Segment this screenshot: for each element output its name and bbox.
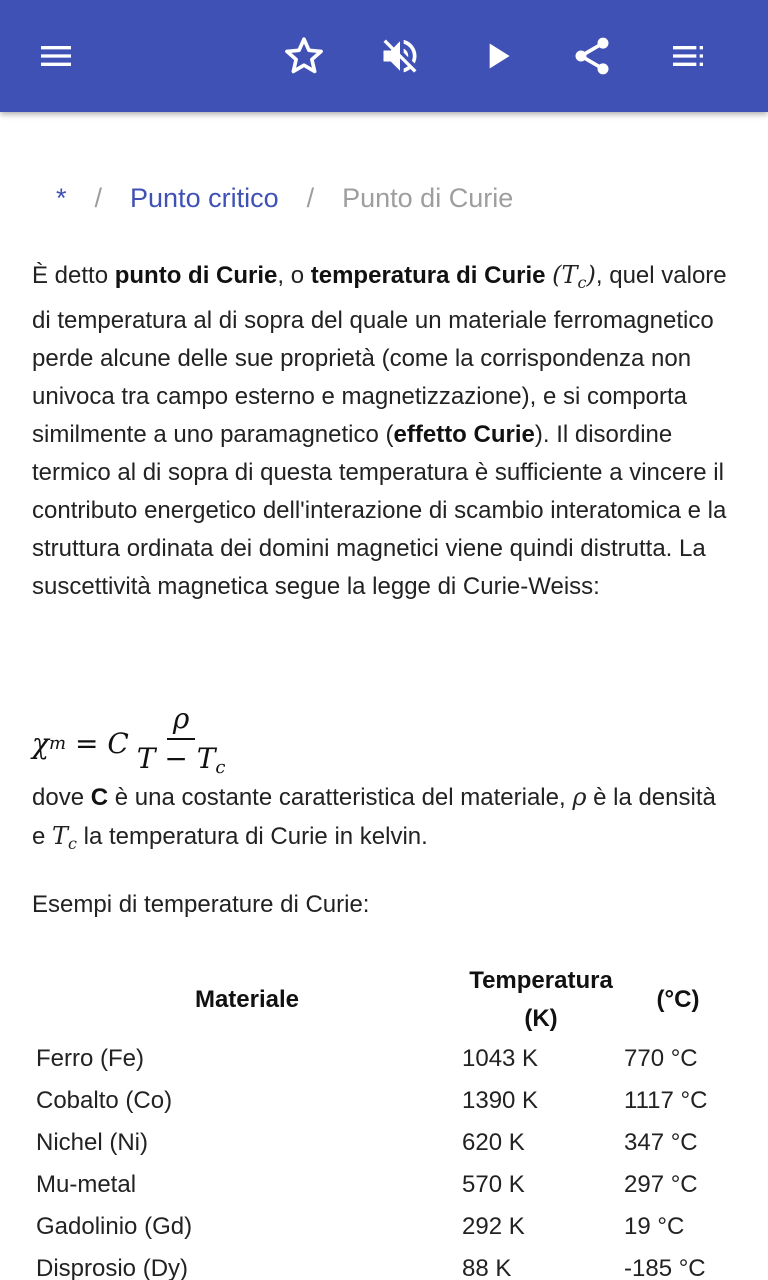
- toc-button[interactable]: [660, 28, 716, 84]
- list-icon: [668, 36, 708, 76]
- play-button[interactable]: [470, 28, 526, 84]
- formula-den-tc-subscript: c: [215, 756, 226, 778]
- cell-temperature-c: 297 °C: [624, 1171, 698, 1198]
- rho-symbol: ρ: [572, 783, 587, 811]
- explanation-text: è la densità e: [32, 784, 716, 850]
- table-row: [32, 1122, 732, 1164]
- table-row: [32, 1248, 732, 1280]
- intro-paragraph: [32, 256, 732, 606]
- tc-symbol-t: T: [561, 261, 578, 289]
- table-header: [32, 962, 732, 1038]
- formula-den-tc: T: [196, 741, 216, 775]
- table-row: [32, 1038, 732, 1080]
- explanation-text: dove: [32, 784, 91, 811]
- explanation-text: la temperatura di Curie in kelvin.: [77, 823, 428, 850]
- cell-temperature-k: 570 K: [462, 1171, 525, 1198]
- formula-equals: =: [66, 726, 108, 760]
- intro-text: , quel valore di temperatura al di sopra del quale un materiale ferromagnetico perde alcune delle sue proprietà (come la corrispondenza non univoca tra campo esterno e magnetizzazione), e si comporta similmente a uno paramagnetico (: [32, 262, 727, 448]
- table-row: [32, 1206, 732, 1248]
- term-effetto-curie: effetto Curie: [393, 421, 535, 448]
- article-content: [0, 112, 768, 1280]
- tc-symbol: $(T_c)$: [552, 261, 596, 292]
- cell-material: Mu-metal: [36, 1171, 137, 1198]
- formula-chi: χ: [32, 726, 49, 760]
- formula-den-t: T: [136, 741, 156, 775]
- star-outline-icon: [282, 34, 326, 78]
- cell-temperature-c: 19 °C: [624, 1213, 685, 1240]
- cell-material: Cobalto (Co): [36, 1087, 173, 1114]
- cell-material: Disprosio (Dy): [36, 1255, 189, 1280]
- cell-temperature-c: 1117 °C: [624, 1087, 708, 1114]
- explanation-text: è una costante caratteristica del materiale,: [108, 784, 573, 811]
- cell-temperature-k: 1043 K: [462, 1045, 539, 1072]
- formula-chi-subscript: m: [48, 732, 67, 754]
- mute-button[interactable]: [372, 28, 428, 84]
- breadcrumb-separator: /: [94, 183, 103, 213]
- formula-numerator: ρ: [167, 702, 195, 740]
- curie-temperature-table: [32, 962, 732, 1280]
- breadcrumb-root-link[interactable]: *: [56, 183, 67, 213]
- menu-icon: [36, 36, 76, 76]
- intro-text: , o: [277, 262, 311, 289]
- explanation-paragraph: [32, 778, 732, 863]
- cell-temperature-c: 770 °C: [624, 1045, 698, 1072]
- cell-temperature-k: 88 K: [462, 1255, 512, 1280]
- share-button[interactable]: [564, 28, 620, 84]
- curie-weiss-formula: [32, 701, 231, 782]
- breadcrumb-parent-link[interactable]: Punto critico: [130, 183, 279, 213]
- formula-fraction: [131, 702, 232, 785]
- term-temperatura-di-curie: temperatura di Curie: [310, 262, 546, 289]
- tc-symbol-t: T: [52, 822, 69, 850]
- cell-material: Nichel (Ni): [36, 1129, 149, 1156]
- cell-temperature-k: 1390 K: [462, 1087, 539, 1114]
- formula-minus: −: [155, 741, 197, 775]
- examples-intro: Esempi di temperature di Curie:: [32, 891, 370, 918]
- breadcrumb-separator: /: [306, 183, 315, 213]
- volume-off-icon: [378, 34, 422, 78]
- header-material: Materiale: [194, 986, 300, 1013]
- tc-symbol: [52, 822, 77, 853]
- header-temperature-k: [462, 962, 620, 1038]
- cell-temperature-k: 292 K: [462, 1213, 525, 1240]
- table-row: [32, 1164, 732, 1206]
- share-icon: [570, 34, 614, 78]
- term-punto-di-curie: punto di Curie: [114, 262, 278, 289]
- breadcrumb: [56, 178, 513, 218]
- cell-temperature-c: 347 °C: [624, 1129, 698, 1156]
- cell-material: Ferro (Fe): [36, 1045, 144, 1072]
- header-temperature-k-line2: (K): [524, 1005, 558, 1032]
- cell-temperature-k: 620 K: [462, 1129, 525, 1156]
- term-c: C: [90, 784, 109, 811]
- formula-constant: C: [107, 726, 129, 760]
- tc-symbol-subscript: c: [68, 834, 77, 853]
- intro-text: ). Il disordine termico al di sopra di questa temperatura è sufficiente a vincere il contributo energetico dell'interazione di scambio interatomica e la struttura ordinata dei domini magnetici viene quindi distrutta. La suscettività magnetica segue la legge di Curie-Weiss:: [32, 421, 727, 600]
- cell-temperature-c: -185 °C: [624, 1255, 706, 1280]
- header-temperature-k-line1: Temperatura: [469, 967, 613, 994]
- menu-button[interactable]: [28, 28, 84, 84]
- app-bar: [0, 0, 768, 112]
- intro-text: È detto: [32, 262, 115, 289]
- play-icon: [478, 36, 518, 76]
- bookmark-button[interactable]: [276, 28, 332, 84]
- cell-material: Gadolinio (Gd): [36, 1213, 193, 1240]
- breadcrumb-current: Punto di Curie: [342, 183, 514, 213]
- tc-symbol-subscript: c: [577, 273, 587, 292]
- header-temperature-c: (°C): [656, 986, 700, 1013]
- table-row: [32, 1080, 732, 1122]
